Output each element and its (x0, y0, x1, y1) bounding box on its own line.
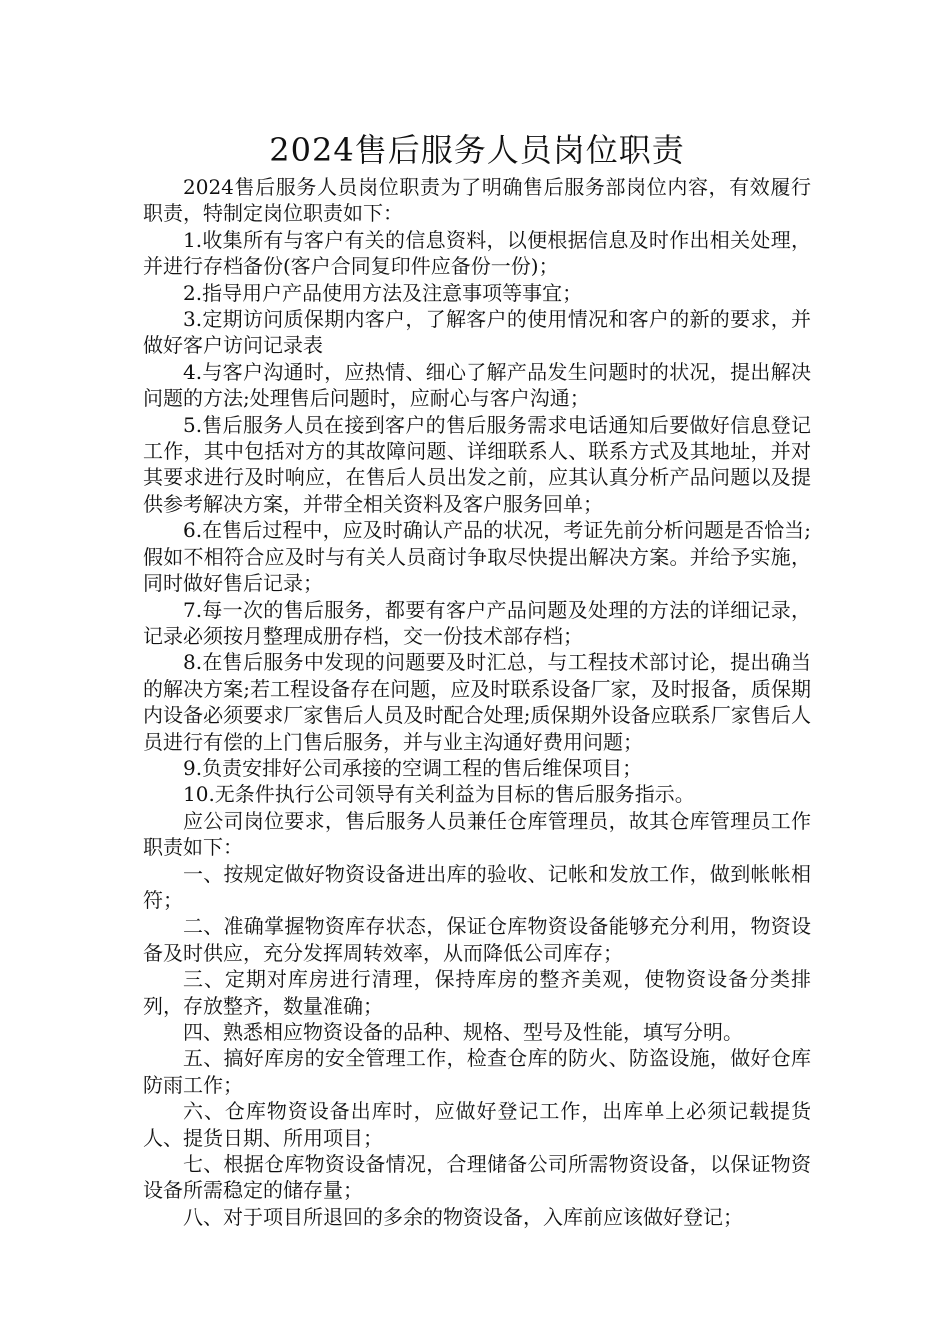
document-page (143, 128, 811, 1230)
paragraph-warehouse-intro: 应公司岗位要求，售后服务人员兼任仓库管理员，故其仓库管理员工作职责如下： (143, 808, 811, 860)
paragraph-item-6: 6.在售后过程中，应及时确认产品的状况，考证先前分析问题是否恰当;假如不相符合应及时与有关人员商讨争取尽快提出解决方案。并给予实施，同时做好售后记录； (143, 518, 811, 596)
paragraph-warehouse-3: 三、定期对库房进行清理，保持库房的整齐美观，使物资设备分类排列，存放整齐，数量准确； (143, 967, 811, 1018)
paragraph-item-5: 5.售后服务人员在接到客户的售后服务需求电话通知后要做好信息登记工作，其中包括对方的其故障问题、详细联系人、联系方式及其地址，并对其要求进行及时响应，在售后人员出发之前，应其认真分析产品问题以及提供参考解决方案，并带全相关资料及客户服务回单； (143, 412, 811, 516)
paragraph-item-4: 4.与客户沟通时，应热情、细心了解产品发生问题时的状况，提出解决问题的方法;处理售后问题时，应耐心与客户沟通； (143, 359, 811, 411)
paragraph-warehouse-7: 七、根据仓库物资设备情况，合理储备公司所需物资设备，以保证物资设备所需稳定的储存量； (143, 1152, 811, 1203)
paragraph-warehouse-8: 八、对于项目所退回的多余的物资设备，入库前应该做好登记； (183, 1204, 743, 1229)
paragraph-item-9: 9.负责安排好公司承接的空调工程的售后维保项目； (183, 755, 643, 780)
paragraph-warehouse-4: 四、熟悉相应物资设备的品种、规格、型号及性能，填写分明。 (183, 1020, 743, 1044)
paragraph-warehouse-6: 六、仓库物资设备出库时，应做好登记工作，出库单上必须记载提货人、提货日期、所用项目； (143, 1099, 811, 1150)
paragraph-item-3: 3.定期访问质保期内客户，了解客户的使用情况和客户的新的要求，并做好客户访问记录表 (143, 307, 811, 358)
paragraph-item-7: 7.每一次的售后服务，都要有客户产品问题及处理的方法的详细记录，记录必须按月整理成册存档，交一份技术部存档； (143, 597, 811, 648)
paragraph-warehouse-2: 二、准确掌握物资库存状态，保证仓库物资设备能够充分利用，物资设备及时供应，充分发挥周转效率，从而降低公司库存； (143, 914, 811, 965)
paragraph-item-1: 1.收集所有与客户有关的信息资料，以便根据信息及时作出相关处理，并进行存档备份(客户合同复印件应备份一份)； (143, 227, 811, 279)
document-title: 2024售后服务人员岗位职责 (269, 131, 685, 169)
paragraph-warehouse-5: 五、搞好库房的安全管理工作，检查仓库的防火、防盗设施，做好仓库防雨工作； (143, 1046, 811, 1097)
paragraph-item-2: 2.指导用户产品使用方法及注意事项等事宜； (183, 280, 583, 305)
paragraph-intro: 2024售后服务人员岗位职责为了明确售后服务部岗位内容，有效履行职责，特制定岗位职责如下： (143, 175, 811, 226)
paragraph-item-10: 10.无条件执行公司领导有关利益为目标的售后服务指示。 (183, 782, 695, 807)
paragraph-warehouse-1: 一、按规定做好物资设备进出库的验收、记帐和发放工作，做到帐帐相符； (143, 861, 811, 912)
paragraph-item-8: 8.在售后服务中发现的问题要及时汇总，与工程技术部讨论，提出确当的解决方案;若工程设备存在问题，应及时联系设备厂家，及时报备，质保期内设备必须要求厂家售后人员及时配合处理;质保期外设备应联系厂家售后人员进行有偿的上门售后服务，并与业主沟通好费用问题； (143, 650, 811, 754)
